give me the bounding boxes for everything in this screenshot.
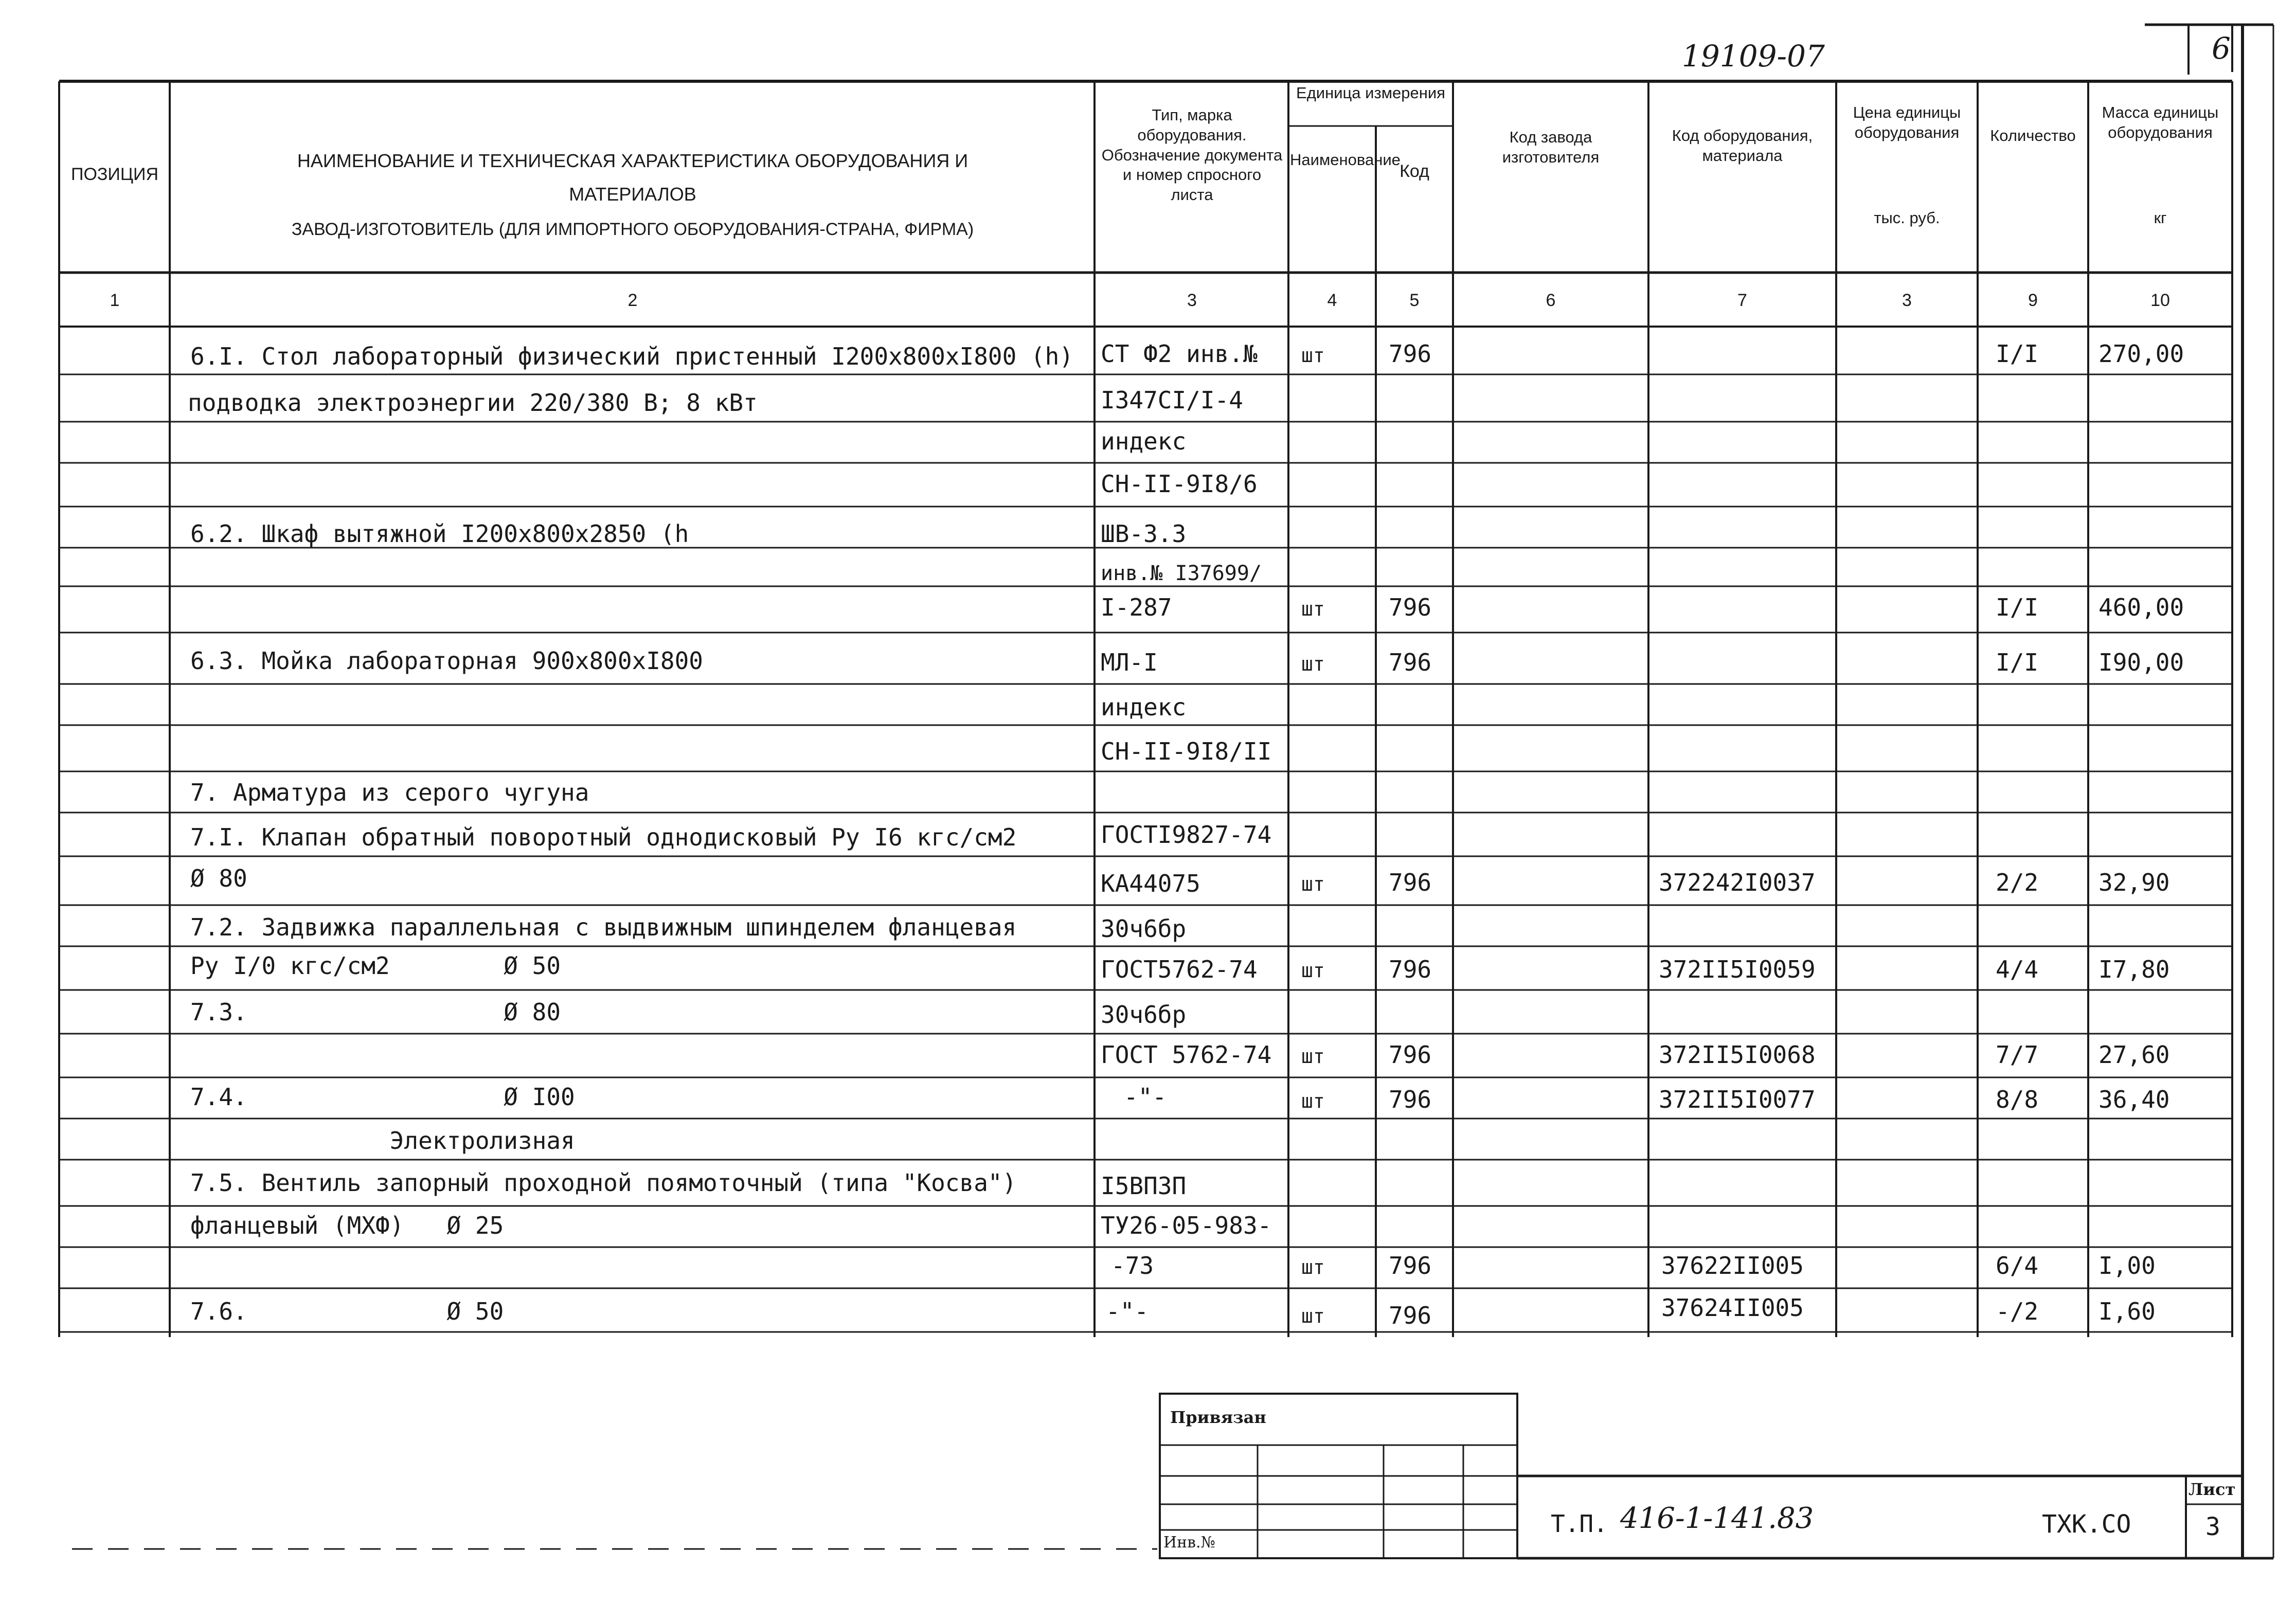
col-number: 3 <box>1187 291 1197 310</box>
cell-unit: шт <box>1301 598 1325 620</box>
cell-code: 796 <box>1389 340 1432 368</box>
cell-type: инв.№ I37699/ <box>1101 562 1262 585</box>
cell-type: СН-II-9I8/6 <box>1101 470 1258 498</box>
header-qty: Количество <box>1990 127 2076 145</box>
cell-code: 796 <box>1389 1252 1432 1279</box>
header-name-l3: ЗАВОД-ИЗГОТОВИТЕЛЬ (ДЛЯ ИМПОРТНОГО ОБОРУДОВАНИЯ-СТРАНА, ФИРМА) <box>291 220 974 239</box>
cell-name: 7.I. Клапан обратный поворотный однодисковый Ру I6 кгс/см2 <box>190 823 1017 851</box>
cell-type: I5ВП3П <box>1101 1172 1187 1200</box>
doc-number: 19109-07 <box>1682 39 1825 74</box>
header-unit-name: Наименование <box>1290 151 1401 169</box>
cell-qty: 7/7 <box>1996 1041 2039 1069</box>
header-name-l2: МАТЕРИАЛОВ <box>569 184 696 205</box>
cell-equip: 372242I0037 <box>1659 869 1816 896</box>
cell-unit: шт <box>1301 959 1325 982</box>
col-number: 7 <box>1737 291 1747 310</box>
col-number: 1 <box>110 291 120 310</box>
cell-code: 796 <box>1389 1086 1432 1113</box>
header-position: ПОЗИЦИЯ <box>71 165 158 184</box>
cell-name: 7.5. Вентиль запорный проходной поямоточный (типа "Косва") <box>190 1169 1017 1197</box>
cell-mass: 270,00 <box>2098 340 2184 368</box>
cell-unit: шт <box>1301 1090 1325 1112</box>
header-price: Цена единицы оборудования <box>1853 103 1961 141</box>
stamp-sheet-number: 3 <box>2205 1512 2220 1541</box>
cell-type: ТУ26-05-983- <box>1101 1212 1272 1239</box>
header-name-l1: НАИМЕНОВАНИЕ И ТЕХНИЧЕСКАЯ ХАРАКТЕРИСТИКА ОБОРУДОВАНИЯ И <box>297 150 968 171</box>
cell-unit: шт <box>1301 344 1325 367</box>
cell-type: ГОСТ 5762-74 <box>1101 1041 1272 1069</box>
header-type: Тип, марка оборудования. Обозначение документа и номер спросного листа <box>1101 106 1283 204</box>
stamp-tp-number: 416-1-141.83 <box>1620 1502 1814 1535</box>
cell-qty: I/I <box>1996 593 2039 621</box>
header-mass: Масса единицы оборудования <box>2102 103 2219 141</box>
col-number: 4 <box>1327 291 1337 310</box>
stamp-code: ТХК.СО <box>2042 1510 2131 1539</box>
cell-code: 796 <box>1389 593 1432 621</box>
cell-name: 6.I. Стол лабораторный физический пристенный I200x800xI800 (h) <box>190 343 1074 370</box>
cell-name: 7.3. Ø 80 <box>190 998 561 1026</box>
cell-unit: шт <box>1301 873 1325 895</box>
cell-equip: 372II5I0059 <box>1659 956 1816 983</box>
cell-mass: 32,90 <box>2098 869 2170 896</box>
cell-qty: 4/4 <box>1996 956 2039 983</box>
header-maker-code: Код завода изготовителя <box>1502 128 1600 166</box>
cell-name: Ø 80 <box>190 864 247 892</box>
page-corner-number: 6 <box>2212 31 2231 66</box>
cell-equip: 37622II005 <box>1661 1252 1804 1279</box>
cell-type: 30ч6бр <box>1101 915 1187 943</box>
cell-code: 796 <box>1389 869 1432 896</box>
stamp-sheet-label: Лист <box>2189 1480 2236 1499</box>
cell-qty: -/2 <box>1996 1297 2039 1325</box>
cell-equip: 372II5I0077 <box>1659 1086 1816 1113</box>
cell-qty: I/I <box>1996 648 2039 676</box>
cell-qty: 8/8 <box>1996 1086 2039 1113</box>
cell-qty: I/I <box>1996 340 2039 368</box>
cell-mass: I7,80 <box>2098 956 2170 983</box>
cell-qty: 6/4 <box>1996 1252 2039 1279</box>
cell-name: 7.4. Ø I00 <box>190 1083 575 1111</box>
cell-name: фланцевый (МХФ) Ø 25 <box>190 1212 504 1239</box>
cell-type: МЛ-I <box>1101 648 1158 676</box>
cell-name: Ру I/0 кгс/см2 Ø 50 <box>190 952 561 980</box>
cell-name: 7.2. Задвижка параллельная с выдвижным шпинделем фланцевая <box>190 913 1017 941</box>
cell-type: -"- <box>1124 1083 1167 1111</box>
cell-type: -73 <box>1111 1252 1154 1279</box>
cell-mass: 36,40 <box>2098 1086 2170 1113</box>
cell-type: ГОСТ5762-74 <box>1101 956 1258 983</box>
cell-mass: I,60 <box>2098 1297 2156 1325</box>
cell-unit: шт <box>1301 1305 1325 1327</box>
cell-unit: шт <box>1301 653 1325 675</box>
stamp-tp-label: Т.П. <box>1551 1510 1608 1538</box>
cell-name: Электролизная <box>190 1127 575 1155</box>
cell-unit: шт <box>1301 1045 1325 1068</box>
cell-mass: I,00 <box>2098 1252 2156 1279</box>
col-number: 10 <box>2150 291 2170 310</box>
col-number: 2 <box>627 291 638 310</box>
cell-type: индекс <box>1101 693 1187 721</box>
cell-code: 796 <box>1389 648 1432 676</box>
header-unit: Единица измерения <box>1296 84 1445 102</box>
cell-type: КА44075 <box>1101 870 1200 897</box>
cell-type: индекс <box>1101 427 1187 455</box>
stamp-privyazan: Привязан <box>1170 1408 1266 1427</box>
cell-code: 796 <box>1389 1302 1432 1329</box>
cell-name: 7. Арматура из серого чугуна <box>190 779 589 806</box>
col-number: 3 <box>1902 291 1912 310</box>
cell-code: 796 <box>1389 956 1432 983</box>
cell-type: -"- <box>1106 1297 1149 1325</box>
cell-equip: 37624II005 <box>1661 1294 1804 1322</box>
header-equip-code: Код оборудования, материала <box>1672 127 1813 165</box>
stamp-inv: Инв.№ <box>1163 1534 1215 1552</box>
col-number: 6 <box>1546 291 1556 310</box>
header-price-unit: тыс. руб. <box>1874 209 1940 227</box>
cell-name: подводка электроэнергии 220/380 В; 8 кВт <box>188 389 758 417</box>
cell-name: 7.6. Ø 50 <box>190 1297 504 1325</box>
cell-name: 6.2. Шкаф вытяжной I200x800x2850 (h <box>190 520 689 548</box>
cell-unit: шт <box>1301 1256 1325 1278</box>
col-number: 9 <box>2028 291 2038 310</box>
cell-equip: 372II5I0068 <box>1659 1041 1816 1069</box>
cell-type: ШВ-3.3 <box>1101 520 1187 548</box>
header-mass-unit: кг <box>2154 209 2167 227</box>
cell-mass: I90,00 <box>2098 648 2184 676</box>
cell-name: 6.3. Мойка лабораторная 900x800xI800 <box>190 647 703 675</box>
cell-qty: 2/2 <box>1996 869 2039 896</box>
cell-type: СТ Ф2 инв.№ <box>1101 340 1258 368</box>
cell-type: I347CI/I-4 <box>1101 386 1243 414</box>
cell-type: 30ч6бр <box>1101 1001 1187 1029</box>
cell-mass: 27,60 <box>2098 1041 2170 1069</box>
col-number: 5 <box>1409 291 1420 310</box>
cell-type: СН-II-9I8/II <box>1101 737 1272 765</box>
cell-type: I-287 <box>1101 593 1172 621</box>
header-unit-code: Код <box>1400 161 1429 181</box>
cell-type: ГОСТI9827-74 <box>1101 821 1272 849</box>
cell-mass: 460,00 <box>2098 593 2184 621</box>
cell-code: 796 <box>1389 1041 1432 1069</box>
